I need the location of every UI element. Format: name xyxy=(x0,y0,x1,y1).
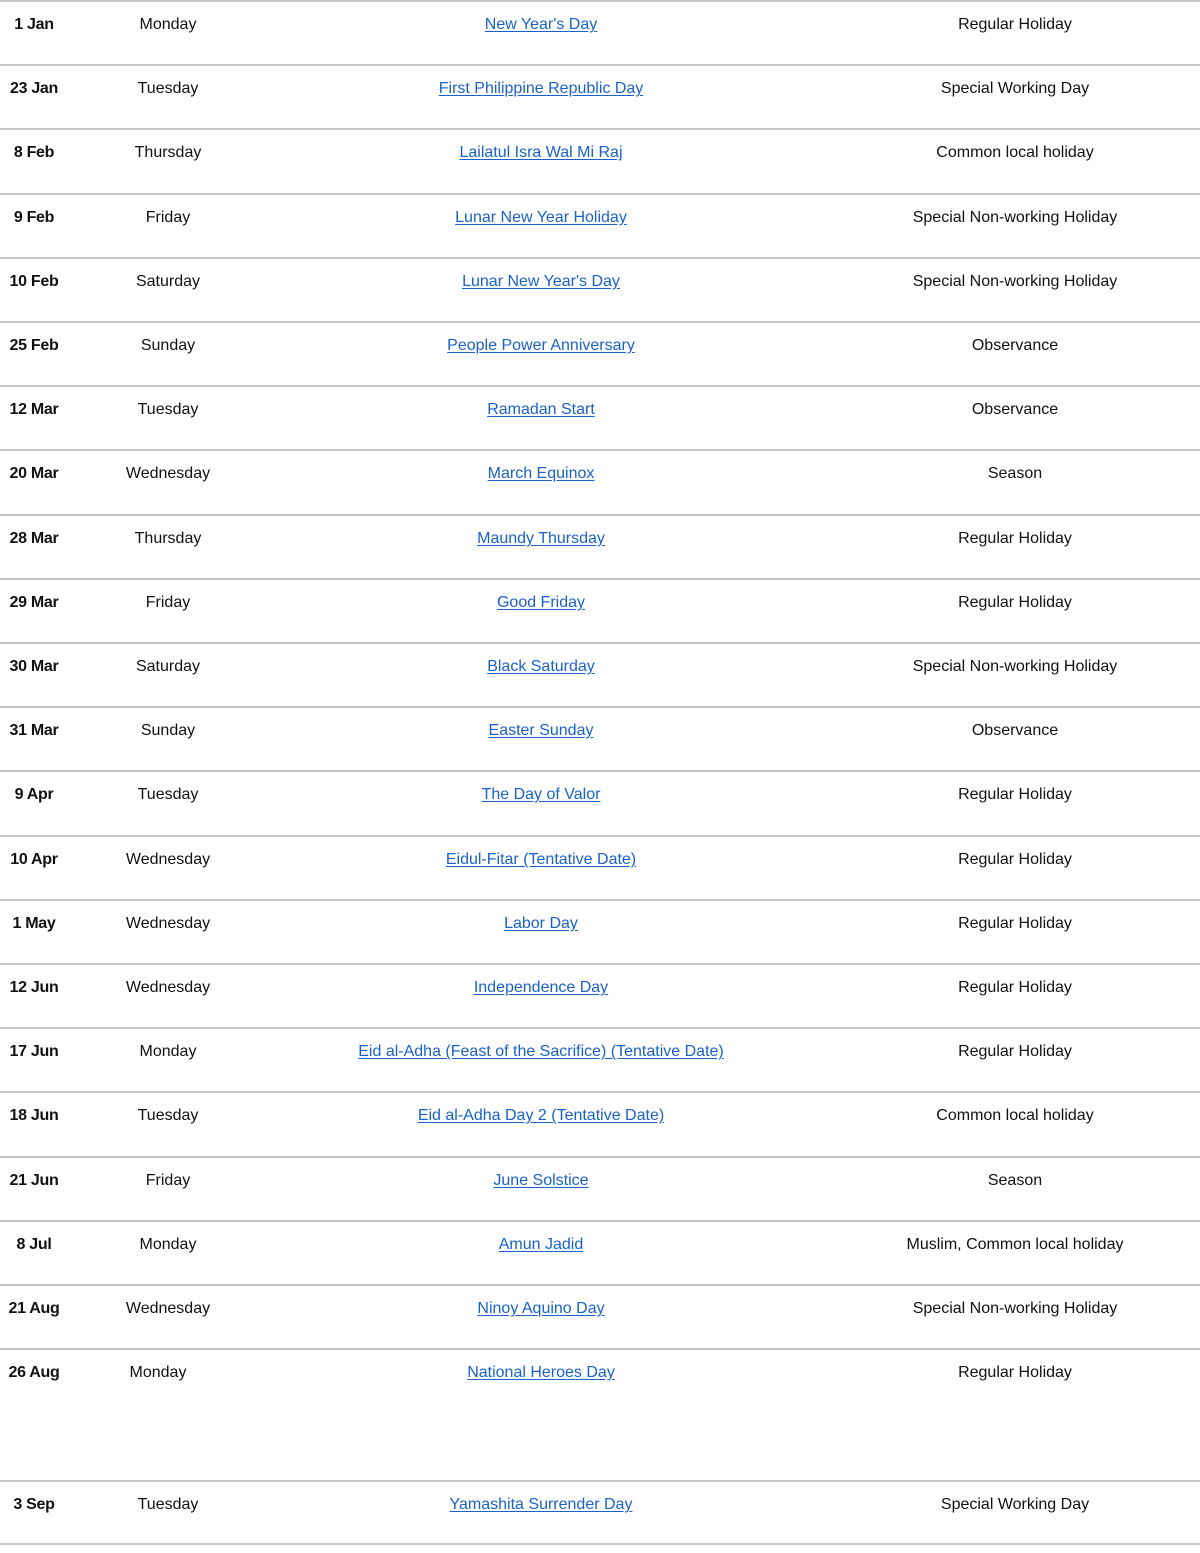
table-row xyxy=(0,64,1200,128)
weekday-cell: Thursday xyxy=(134,144,202,161)
holiday-link[interactable]: Ramadan Start xyxy=(487,401,595,418)
table-row xyxy=(0,321,1200,385)
holiday-name-cell xyxy=(300,642,782,692)
weekday-cell: Monday xyxy=(139,1236,197,1253)
holiday-type-cell: Special Non-working Holiday xyxy=(912,273,1118,290)
weekday-cell: Monday xyxy=(139,1043,197,1060)
table-row xyxy=(0,257,1200,321)
holiday-link[interactable]: Maundy Thursday xyxy=(477,530,605,547)
holiday-name-cell xyxy=(300,449,782,499)
holiday-type-cell: Muslim, Common local holiday xyxy=(906,1236,1124,1253)
holiday-link[interactable]: Black Saturday xyxy=(487,658,595,675)
holiday-name-cell xyxy=(300,0,782,50)
holiday-name-cell xyxy=(300,706,782,756)
holiday-type-cell: Observance xyxy=(971,722,1059,739)
date-cell: 12 Jun xyxy=(9,979,59,996)
holiday-type-cell: Special Non-working Holiday xyxy=(912,658,1118,675)
date-cell: 9 Apr xyxy=(14,786,54,803)
date-cell: 31 Mar xyxy=(9,722,59,739)
holiday-link[interactable]: Easter Sunday xyxy=(488,722,594,739)
date-cell: 1 Jan xyxy=(14,16,54,33)
holiday-name-cell xyxy=(300,1091,782,1141)
weekday-cell: Saturday xyxy=(135,273,201,290)
holiday-link[interactable]: March Equinox xyxy=(487,465,595,482)
date-cell: 12 Mar xyxy=(9,401,59,418)
holiday-link[interactable]: Eid al-Adha Day 2 (Tentative Date) xyxy=(417,1107,665,1124)
holiday-name-cell xyxy=(300,193,782,243)
holiday-type-cell: Regular Holiday xyxy=(958,594,1072,611)
holiday-name-cell xyxy=(300,128,782,178)
holiday-type-cell: Regular Holiday xyxy=(958,915,1072,932)
holiday-type-cell: Special Working Day xyxy=(940,80,1090,97)
holiday-link[interactable]: First Philippine Republic Day xyxy=(438,80,644,97)
table-row xyxy=(0,193,1200,257)
holiday-name-cell xyxy=(300,1220,782,1270)
holiday-type-cell: Observance xyxy=(971,337,1059,354)
weekday-cell: Wednesday xyxy=(125,979,211,996)
holiday-name-cell xyxy=(300,514,782,564)
table-row xyxy=(0,1156,1200,1220)
weekday-cell: Wednesday xyxy=(125,851,211,868)
holiday-name-cell xyxy=(300,64,782,114)
weekday-cell: Tuesday xyxy=(137,1496,199,1513)
holiday-name-cell xyxy=(300,835,782,885)
holiday-link[interactable]: The Day of Valor xyxy=(481,786,601,803)
holiday-link[interactable]: Lunar New Year Holiday xyxy=(455,209,627,226)
weekday-cell: Friday xyxy=(145,1172,191,1189)
date-cell: 8 Jul xyxy=(16,1236,52,1253)
holiday-type-cell: Common local holiday xyxy=(936,144,1094,161)
table-row xyxy=(0,770,1200,834)
date-cell: 9 Feb xyxy=(13,209,55,226)
weekday-cell: Sunday xyxy=(140,337,196,354)
date-cell: 20 Mar xyxy=(9,465,59,482)
date-cell: 30 Mar xyxy=(9,658,59,675)
weekday-cell: Tuesday xyxy=(137,401,199,418)
holiday-link[interactable]: National Heroes Day xyxy=(467,1364,615,1381)
table-row xyxy=(0,642,1200,706)
date-cell: 26 Aug xyxy=(8,1364,60,1381)
holiday-type-cell: Regular Holiday xyxy=(958,530,1072,547)
holiday-type-cell: Season xyxy=(987,1172,1043,1189)
holiday-type-cell: Regular Holiday xyxy=(958,786,1072,803)
weekday-cell: Friday xyxy=(145,209,191,226)
weekday-cell: Wednesday xyxy=(125,915,211,932)
holiday-type-cell: Observance xyxy=(971,401,1059,418)
holiday-type-cell: Regular Holiday xyxy=(958,1043,1072,1060)
holiday-link[interactable]: Yamashita Surrender Day xyxy=(449,1496,633,1513)
weekday-cell: Monday xyxy=(129,1364,187,1381)
holiday-name-cell xyxy=(300,385,782,435)
holiday-link[interactable]: New Year's Day xyxy=(484,16,598,33)
holiday-name-cell xyxy=(300,1480,782,1530)
date-cell: 1 May xyxy=(12,915,56,932)
weekday-cell: Monday xyxy=(139,16,197,33)
holiday-name-cell xyxy=(300,963,782,1013)
holiday-link[interactable]: Amun Jadid xyxy=(498,1236,584,1253)
date-cell: 21 Aug xyxy=(8,1300,60,1317)
holiday-name-cell xyxy=(300,1156,782,1206)
holiday-type-cell: Regular Holiday xyxy=(958,16,1072,33)
holiday-name-cell xyxy=(300,1348,782,1398)
table-row xyxy=(0,963,1200,1027)
weekday-cell: Friday xyxy=(145,594,191,611)
table-row xyxy=(0,514,1200,578)
weekday-cell: Thursday xyxy=(134,530,202,547)
holiday-link[interactable]: Ninoy Aquino Day xyxy=(477,1300,605,1317)
holiday-link[interactable]: Labor Day xyxy=(504,915,578,932)
table-row xyxy=(0,385,1200,449)
table-row xyxy=(0,1284,1200,1348)
holiday-link[interactable]: June Solstice xyxy=(493,1172,589,1189)
holiday-name-cell xyxy=(300,257,782,307)
holiday-link[interactable]: Good Friday xyxy=(496,594,586,611)
holiday-name-cell xyxy=(300,578,782,628)
date-cell: 23 Jan xyxy=(9,80,58,97)
holiday-link[interactable]: Lailatul Isra Wal Mi Raj xyxy=(459,144,623,161)
weekday-cell: Tuesday xyxy=(137,80,199,97)
table-row xyxy=(0,899,1200,963)
date-cell: 3 Sep xyxy=(13,1496,55,1513)
table-row xyxy=(0,1348,1200,1412)
table-row xyxy=(0,1091,1200,1155)
table-row xyxy=(0,128,1200,192)
holiday-name-cell xyxy=(300,1284,782,1334)
weekday-cell: Wednesday xyxy=(125,465,211,482)
date-cell: 8 Feb xyxy=(13,144,55,161)
weekday-cell: Sunday xyxy=(140,722,196,739)
holiday-type-cell: Special Non-working Holiday xyxy=(912,209,1118,226)
holiday-type-cell: Special Working Day xyxy=(940,1496,1090,1513)
date-cell: 29 Mar xyxy=(9,594,59,611)
table-row xyxy=(0,835,1200,899)
date-cell: 18 Jun xyxy=(9,1107,59,1124)
holiday-type-cell: Regular Holiday xyxy=(958,851,1072,868)
holiday-link[interactable]: Eid al-Adha (Feast of the Sacrifice) (Tentative Date) xyxy=(358,1043,724,1060)
holiday-type-cell: Common local holiday xyxy=(936,1107,1094,1124)
table-row xyxy=(0,1220,1200,1284)
holiday-name-cell xyxy=(300,1027,782,1077)
holiday-type-cell: Special Non-working Holiday xyxy=(912,1300,1118,1317)
table-row xyxy=(0,578,1200,642)
date-cell: 25 Feb xyxy=(9,337,59,354)
date-cell: 17 Jun xyxy=(9,1043,59,1060)
holiday-name-cell xyxy=(300,899,782,949)
holiday-name-cell xyxy=(300,321,782,371)
holiday-name-cell xyxy=(300,770,782,820)
table-row xyxy=(0,1027,1200,1091)
holiday-type-cell: Regular Holiday xyxy=(958,1364,1072,1381)
holiday-type-cell: Season xyxy=(987,465,1043,482)
date-cell: 21 Jun xyxy=(9,1172,59,1189)
holiday-link[interactable]: Eidul-Fitar (Tentative Date) xyxy=(445,851,637,868)
table-row xyxy=(0,0,1200,64)
holiday-link[interactable]: People Power Anniversary xyxy=(447,337,635,354)
holiday-type-cell: Regular Holiday xyxy=(958,979,1072,996)
table-row xyxy=(0,1480,1200,1544)
weekday-cell: Saturday xyxy=(135,658,201,675)
date-cell: 10 Feb xyxy=(9,273,59,290)
holiday-link[interactable]: Lunar New Year's Day xyxy=(462,273,620,290)
weekday-cell: Wednesday xyxy=(125,1300,211,1317)
holiday-link[interactable]: Independence Day xyxy=(473,979,609,996)
date-cell: 28 Mar xyxy=(9,530,59,547)
weekday-cell: Tuesday xyxy=(137,786,199,803)
date-cell: 10 Apr xyxy=(10,851,58,868)
table-row xyxy=(0,449,1200,513)
table-row xyxy=(0,706,1200,770)
weekday-cell: Tuesday xyxy=(137,1107,199,1124)
